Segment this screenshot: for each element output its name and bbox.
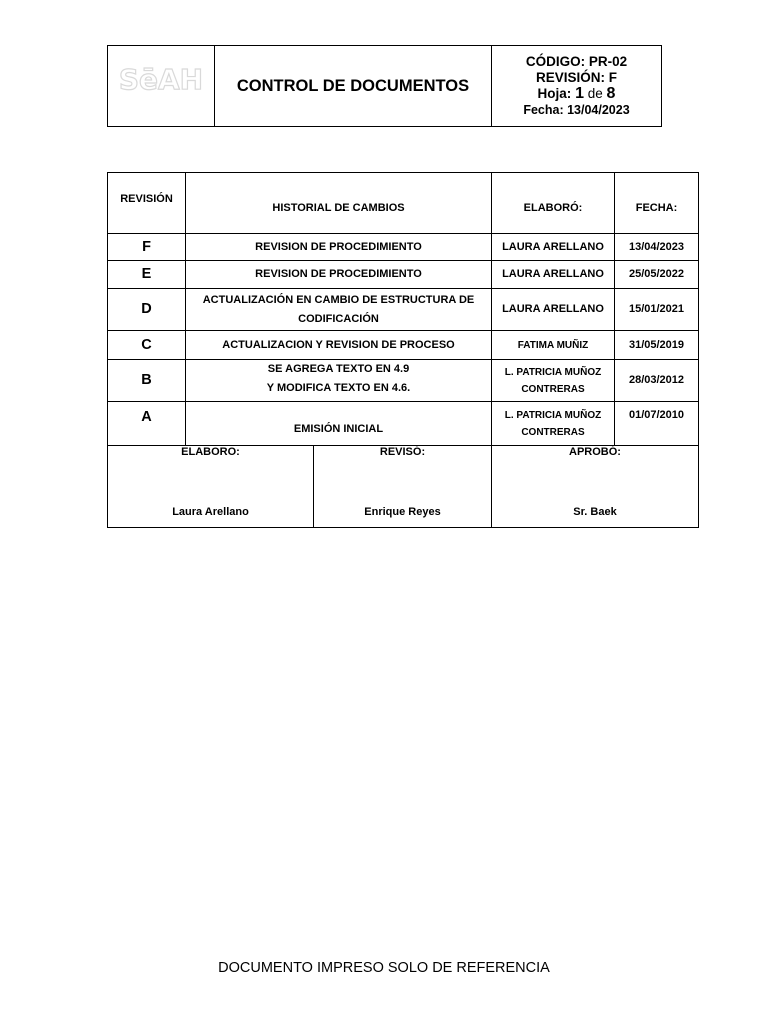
signature-name: Sr. Baek [573, 506, 617, 518]
change-line-1: SE AGREGA TEXTO EN 4.9 [267, 363, 410, 375]
page-total: 8 [606, 85, 616, 102]
change-description: REVISION DE PROCEDIMIENTO [186, 234, 492, 261]
change-description [186, 289, 492, 331]
page-label: Hoja: [537, 86, 572, 101]
change-line-2: Y MODIFICA TEXTO EN 4.6. [266, 382, 411, 394]
author: LAURA ARELLANO [492, 289, 615, 331]
signature-label: ELABORO: [181, 446, 240, 458]
author-line-2: CONTRERAS [521, 383, 585, 395]
revision-letter: C [108, 331, 186, 360]
company-logo [108, 46, 215, 126]
signature-name: Enrique Reyes [364, 506, 441, 518]
signature-elaboro [108, 445, 314, 528]
signature-table [107, 445, 699, 528]
revision-date: 25/05/2022 [615, 261, 699, 289]
document-revision: REVISIÓN: F [535, 70, 617, 85]
page-of: de [587, 86, 603, 101]
author: LAURA ARELLANO [492, 261, 615, 289]
document-meta [492, 46, 661, 126]
revision-letter: D [108, 289, 186, 331]
revision-letter: E [108, 261, 186, 289]
signature-reviso [314, 445, 492, 528]
author-line-2: CONTRERAS [521, 426, 585, 438]
logo-text: SēAH [118, 62, 204, 96]
signature-label: REVISÓ: [379, 446, 426, 458]
table-row [108, 402, 699, 446]
document-code: CÓDIGO: PR-02 [525, 54, 628, 69]
author-line-1: L. PATRICIA MUÑOZ [504, 409, 602, 421]
revision-history-table [107, 172, 699, 446]
revision-date: 31/05/2019 [615, 331, 699, 360]
table-row [108, 234, 699, 261]
header-historial: HISTORIAL DE CAMBIOS [186, 173, 492, 234]
table-row [108, 331, 699, 360]
footer-notice: DOCUMENTO IMPRESO SOLO DE REFERENCIA [218, 960, 550, 976]
change-description: REVISION DE PROCEDIMIENTO [186, 261, 492, 289]
revision-letter: F [108, 234, 186, 261]
document-header [107, 45, 662, 127]
author [492, 360, 615, 402]
signature-aprobo [492, 445, 699, 528]
change-description: EMISIÓN INICIAL [186, 402, 492, 446]
change-description [186, 360, 492, 402]
document-date: Fecha: 13/04/2023 [523, 103, 630, 117]
revision-letter: A [108, 402, 186, 446]
page-counter [538, 86, 616, 102]
header-fecha: FECHA: [615, 173, 699, 234]
change-description: ACTUALIZACION Y REVISION DE PROCESO [186, 331, 492, 360]
page-number: 1 [575, 85, 584, 102]
change-line-2: CODIFICACIÓN [298, 312, 379, 325]
author-line-1: L. PATRICIA MUÑOZ [504, 366, 602, 378]
signature-row [108, 445, 699, 528]
table-row [108, 289, 699, 331]
signature-name: Laura Arellano [172, 506, 249, 518]
revision-date: 28/03/2012 [615, 360, 699, 402]
author: LAURA ARELLANO [492, 234, 615, 261]
table-row [108, 261, 699, 289]
revision-date: 13/04/2023 [615, 234, 699, 261]
revision-date: 01/07/2010 [615, 402, 699, 446]
table-header-row [108, 173, 699, 234]
header-revision: REVISIÓN [108, 173, 186, 234]
revision-letter: B [108, 360, 186, 402]
revision-date: 15/01/2021 [615, 289, 699, 331]
signature-label: APROBÓ: [569, 446, 621, 458]
table-row [108, 360, 699, 402]
author [492, 402, 615, 446]
change-line-1: ACTUALIZACIÓN EN CAMBIO DE ESTRUCTURA DE [202, 293, 475, 306]
document-title: CONTROL DE DOCUMENTOS [215, 46, 492, 126]
header-elaboro: ELABORÓ: [492, 173, 615, 234]
author: FATIMA MUÑIZ [492, 331, 615, 360]
